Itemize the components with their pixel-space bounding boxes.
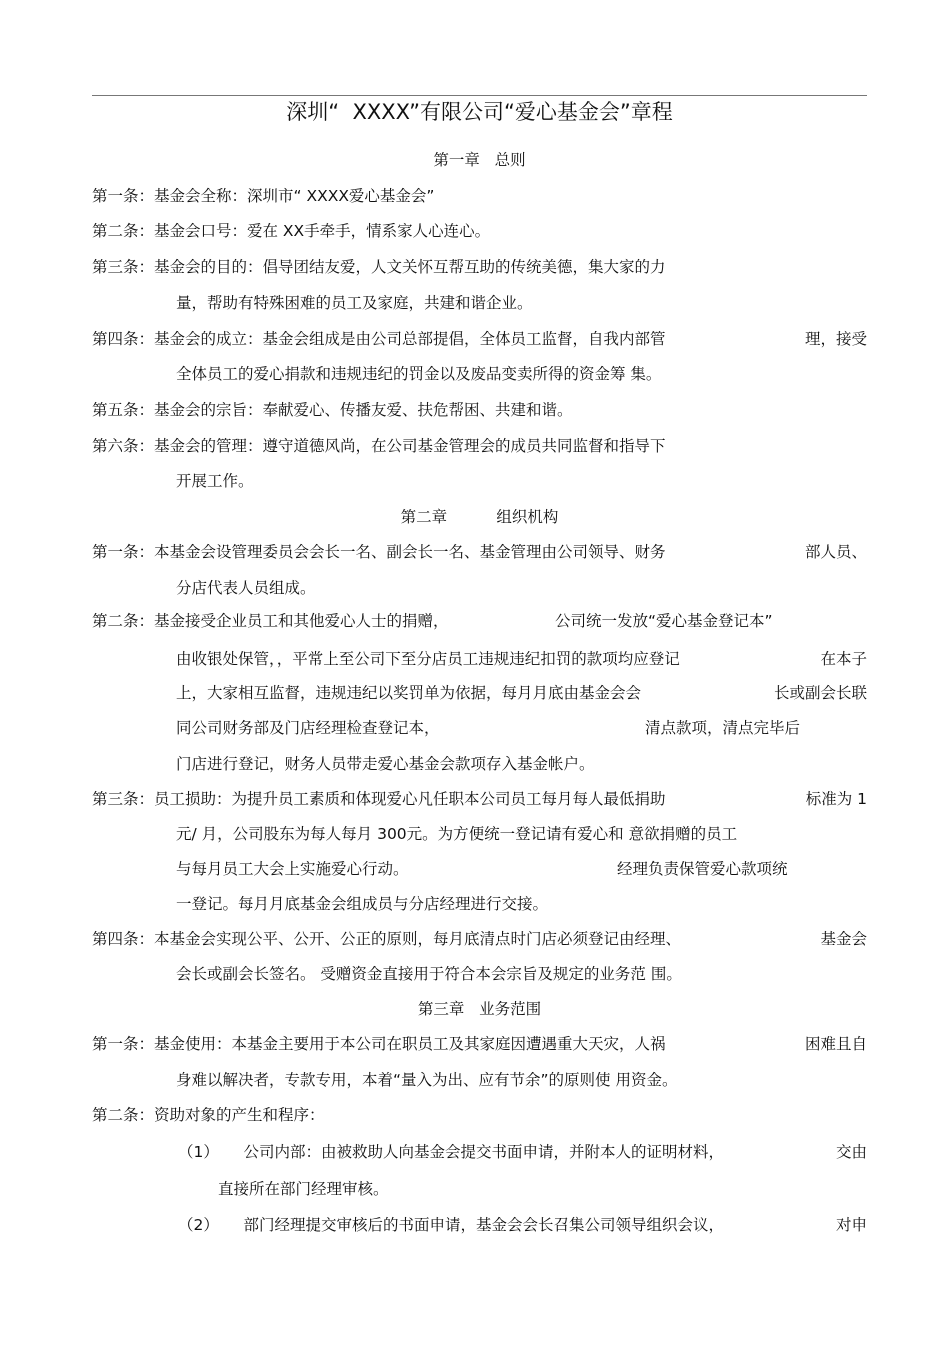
article-line: 上，大家相互监督，违规违纪以奖罚单为依据，每月月底由基金会会 长或副会长联 [176, 684, 867, 702]
article-line: 身难以解决者，专款专用，本着“量入为出、应有节余”的原则使 用资金。 [176, 1071, 678, 1089]
article-line: 全体员工的爱心捐款和违规违纪的罚金以及废品变卖所得的资金筹 集。 [176, 365, 662, 383]
article-line: 一登记。每月月底基金会组成员与分店经理进行交接。 [176, 895, 549, 913]
chapter-heading: 第二章 组织机构 [400, 508, 559, 526]
article-line: 第四条：本基金会实现公平、公开、公正的原则，每月底清点时门店必须登记由经理、 基金会 [92, 930, 867, 948]
article-line: 会长或副会长签名。 受赠资金直接用于符合本会宗旨及规定的业务范 围。 [176, 965, 682, 983]
article-line: （2） 部门经理提交审核后的书面申请，基金会会长召集公司领导组织会议， 对申 [178, 1216, 867, 1234]
article-line: 第三条：员工损助：为提升员工素质和体现爱心凡任职本公司员工每月每人最低捐助 标准为 1 [92, 790, 867, 808]
article-line: 第二条：资助对象的产生和程序： [92, 1106, 325, 1124]
document-title: 深圳“ XXXX”有限公司“爱心基金会”章程 [286, 100, 673, 124]
article-line: 门店进行登记，财务人员带走爱心基金会款项存入基金帐户。 [176, 755, 595, 773]
article-line: 第一条：基金会全称：深圳市“ XXXX爱心基金会” [92, 187, 435, 205]
article-line: 量，帮助有特殊困难的员工及家庭，共建和谐企业。 [176, 294, 533, 312]
article-line: 同公司财务部及门店经理检查登记本， 清点款项，清点完毕后 [176, 719, 801, 737]
article-line: 第六条：基金会的管理：遵守道德风尚，在公司基金管理会的成员共同监督和指导下 [92, 437, 666, 455]
chapter-heading: 第一章 总则 [433, 151, 526, 169]
header-rule [92, 95, 867, 96]
article-line: 开展工作。 [176, 472, 254, 490]
article-line: 第五条：基金会的宗旨：奉献爱心、传播友爱、扶危帮困、共建和谐。 [92, 401, 573, 419]
article-line: 由收银处保管，，平常上至公司下至分店员工违规违纪扣罚的款项均应登记 在本子 [176, 650, 867, 668]
article-line: 直接所在部门经理审核。 [218, 1180, 389, 1198]
article-line: 分店代表人员组成。 [176, 579, 316, 597]
article-line: 第四条：基金会的成立：基金会组成是由公司总部提倡，全体员工监督，自我内部管 理，接受 [92, 330, 867, 348]
article-line: 第二条：基金会口号：爱在 XX手牵手，情系家人心连心。 [92, 222, 491, 240]
article-line: 第一条：本基金会设管理委员会会长一名、副会长一名、基金管理由公司领导、财务 部人员、 [92, 543, 867, 561]
article-line: 与每月员工大会上实施爱心行动。 经理负责保管爱心款项统 [176, 860, 788, 878]
article-line: 第一条：基金使用：本基金主要用于本公司在职员工及其家庭因遭遇重大天灾，人祸 困难且自 [92, 1035, 867, 1053]
article-line: 第三条：基金会的目的：倡导团结友爱，人文关怀互帮互助的传统美德，集大家的力 [92, 258, 666, 276]
chapter-heading: 第三章 业务范围 [417, 1000, 542, 1018]
article-line: 元/ 月，公司股东为每人每月 300元。为方便统一登记请有爱心和 意欲捐赠的员工 [176, 825, 738, 843]
article-line: （1） 公司内部：由被救助人向基金会提交书面申请，并附本人的证明材料， 交由 [178, 1143, 867, 1161]
article-line: 第二条：基金接受企业员工和其他爱心人士的捐赠， 公司统一发放“爱心基金登记本” [92, 612, 773, 630]
